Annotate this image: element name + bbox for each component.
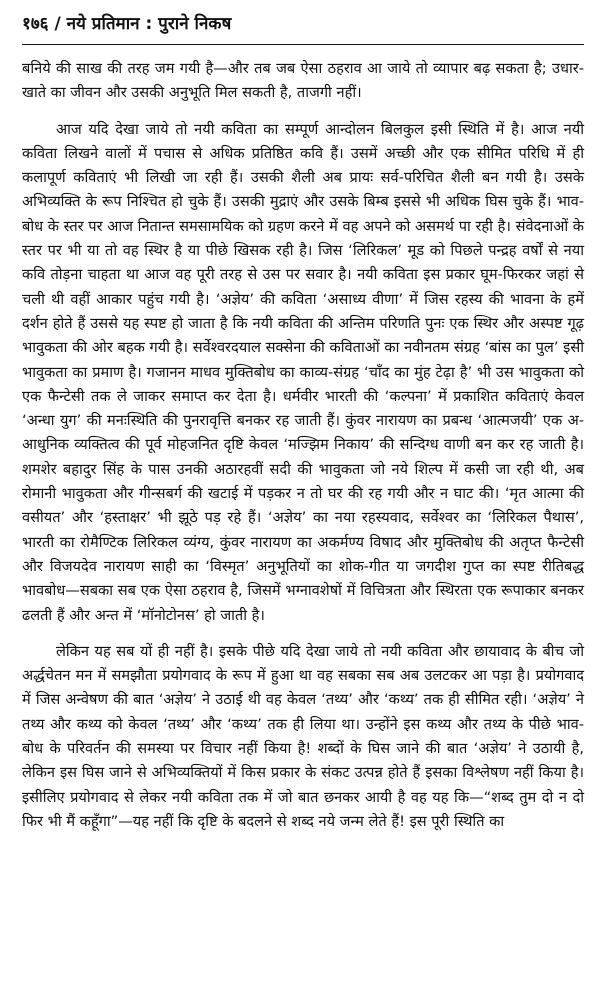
header-rule [22,44,584,45]
paragraph-continuation: बनिये की साख की तरह जम गयी है—और तब जब ऐसा ठहराव आ जाये तो व्यापार बढ़ सकता है; उधार-खाते का जीवन और उसकी अनुभूति मिल सकती है, ताजगी नहीं। [22,60,584,102]
book-page [22,10,584,834]
paragraph-experimentalism: लेकिन यह सब यों ही नहीं है। इसके पीछे यदि देखा जाये तो नयी कविता और छायावाद के बीच जो अर्द्धचेतन मन में समझौता प्रयोगवाद के रूप में हुआ था वह सबका सब अब उलटकर आ पड़ा है। प्रयोगवाद में जिस अन्वेषण की बात ‘अज्ञेय’ ने उठाई थी वह केवल ‘तथ्य’ और ‘कथ्य’ तक ही सीमित रही। ‘अज्ञेय’ ने तथ्य और कथ्य को केवल ‘तथ्य’ और ‘कथ्य’ तक ही लिया था। उन्होंने इस कथ्य और तथ्य के पीछे भाव-बोध के परिवर्तन की समस्या पर विचार नहीं किया है! शब्दों के घिस जाने की बात ‘अज्ञेय’ ने उठायी है, लेकिन इस घिस जाने से अभिव्यक्तियों में किस प्रकार के संकट उत्पन्न होते हैं इसका विश्लेषण नहीं किया है। इसीलिए प्रयोगवाद से लेकर नयी कविता तक में जो बात छनकर आयी है वह यह कि—“शब्द तुम दो न दो फिर भी मैं कहूँगा”—यह नहीं कि दृष्टि के बदलने से शब्द नये जन्म लेते हैं! इस पूरी स्थिति का [22,642,584,830]
paragraph-new-poetry-stagnation: आज यदि देखा जाये तो नयी कविता का सम्पूर्ण आन्दोलन बिलकुल इसी स्थिति में है। आज नयी कविता लिखने वालों में पचास से अधिक प्रतिष्ठित कवि हैं। उसमें अच्छी और एक सीमित परिधि में ही कलापूर्ण कविताएं भी लिखी जा रही हैं। उसकी शैली अब प्रायः सर्व-परिचित शैली बन गयी है। उसके अभिव्यक्ति के रूप निश्चित हो चुके हैं। उसकी मुद्राएं और उसके बिम्ब इससे भी अधिक घिस चुके हैं। भाव-बोध के स्तर पर आज नितान्त समसामयिक को ग्रहण करने में वह अपने को असमर्थ पा रही है। संवेदनाओं के स्तर पर भी या तो वह स्थिर है या पीछे खिसक रही है। जिस ‘लिरिकल’ मूड को पिछले पन्द्रह वर्षों से नया कवि तोड़ना चाहता था आज वह पूरी तरह से उस पर सवार है। नयी कविता इस प्रकार घूम-फिरकर जहां से चली थी वहीं आकार पहुंच गयी है। ‘अज्ञेय’ की कविता ‘असाध्य वीणा’ में जिस रहस्य की भावना के हमें दर्शन होते हैं उससे यह स्पष्ट हो जाता है कि नयी कविता की अन्तिम परिणति पुनः एक स्थिर और अस्पष्ट गूढ़ भावुकता की ओर बहक गयी है। सर्वेश्वरदयाल सक्सेना की कविताओं का नवीनतम संग्रह ‘बांस का पुल’ इसी भावुकता का प्रमाण है। गजानन माधव मुक्तिबोध का काव्य-संग्रह ‘चाँद का मुंह टेढ़ा है’ भी उस भावुकता को एक फैन्टेसी तक ले जाकर समाप्त कर देता है। धर्मवीर भारती की ‘कल्पना’ में प्रकाशित कविताएं केवल ‘अन्धा युग’ की मनःस्थिति की पुनरावृत्ति बनकर रह जाती हैं। कुंवर नारायण का प्रबन्ध ‘आत्मजयी’ एक अ-आधुनिक व्यक्तित्व की पूर्व मोहजनित दृष्टि केवल ‘मज्झिम निकाय’ की सन्दिग्ध वाणी बन कर रह जाती है। शमशेर बहादुर सिंह के पास उनकी अठारहवीं सदी की भावुकता जो नये शिल्प में कसी जा रही थी, अब रोमानी भावुकता और गीन्सबर्ग की खटाई में पड़कर न तो घर की रह गयी और न घाट की। ‘मृत आत्मा की वसीयत’ और ‘हस्ताक्षर’ भी झूठे पड़ रहे हैं। ‘अज्ञेय’ का नया रहस्यवाद, सर्वेश्वर का ‘लिरिकल पैथास’, भारती का रोमैण्टिक लिरिकल व्यंग्य, कुंवर नारायण का अकर्मण्य विषाद और मुक्तिबोध की अतृप्त फैन्टेसी और विजयदेव नारायण साही का ‘विस्मृत’ अनुभूतियों का शोक-गीत या जगदीश गुप्त का स्पष्ट रीतिबद्ध भावबोध—सबका सब एक ऐसा ठहराव है, जिसमें भग्नावशेषों में विचित्रता और स्थिरता एक रूपाकार बनकर ढलती हैं और अन्त में ‘मॉनोटोनस’ हो जाती है। [22,120,584,624]
running-head: १७६ / नये प्रतिमान : पुराने निकष [22,14,232,34]
